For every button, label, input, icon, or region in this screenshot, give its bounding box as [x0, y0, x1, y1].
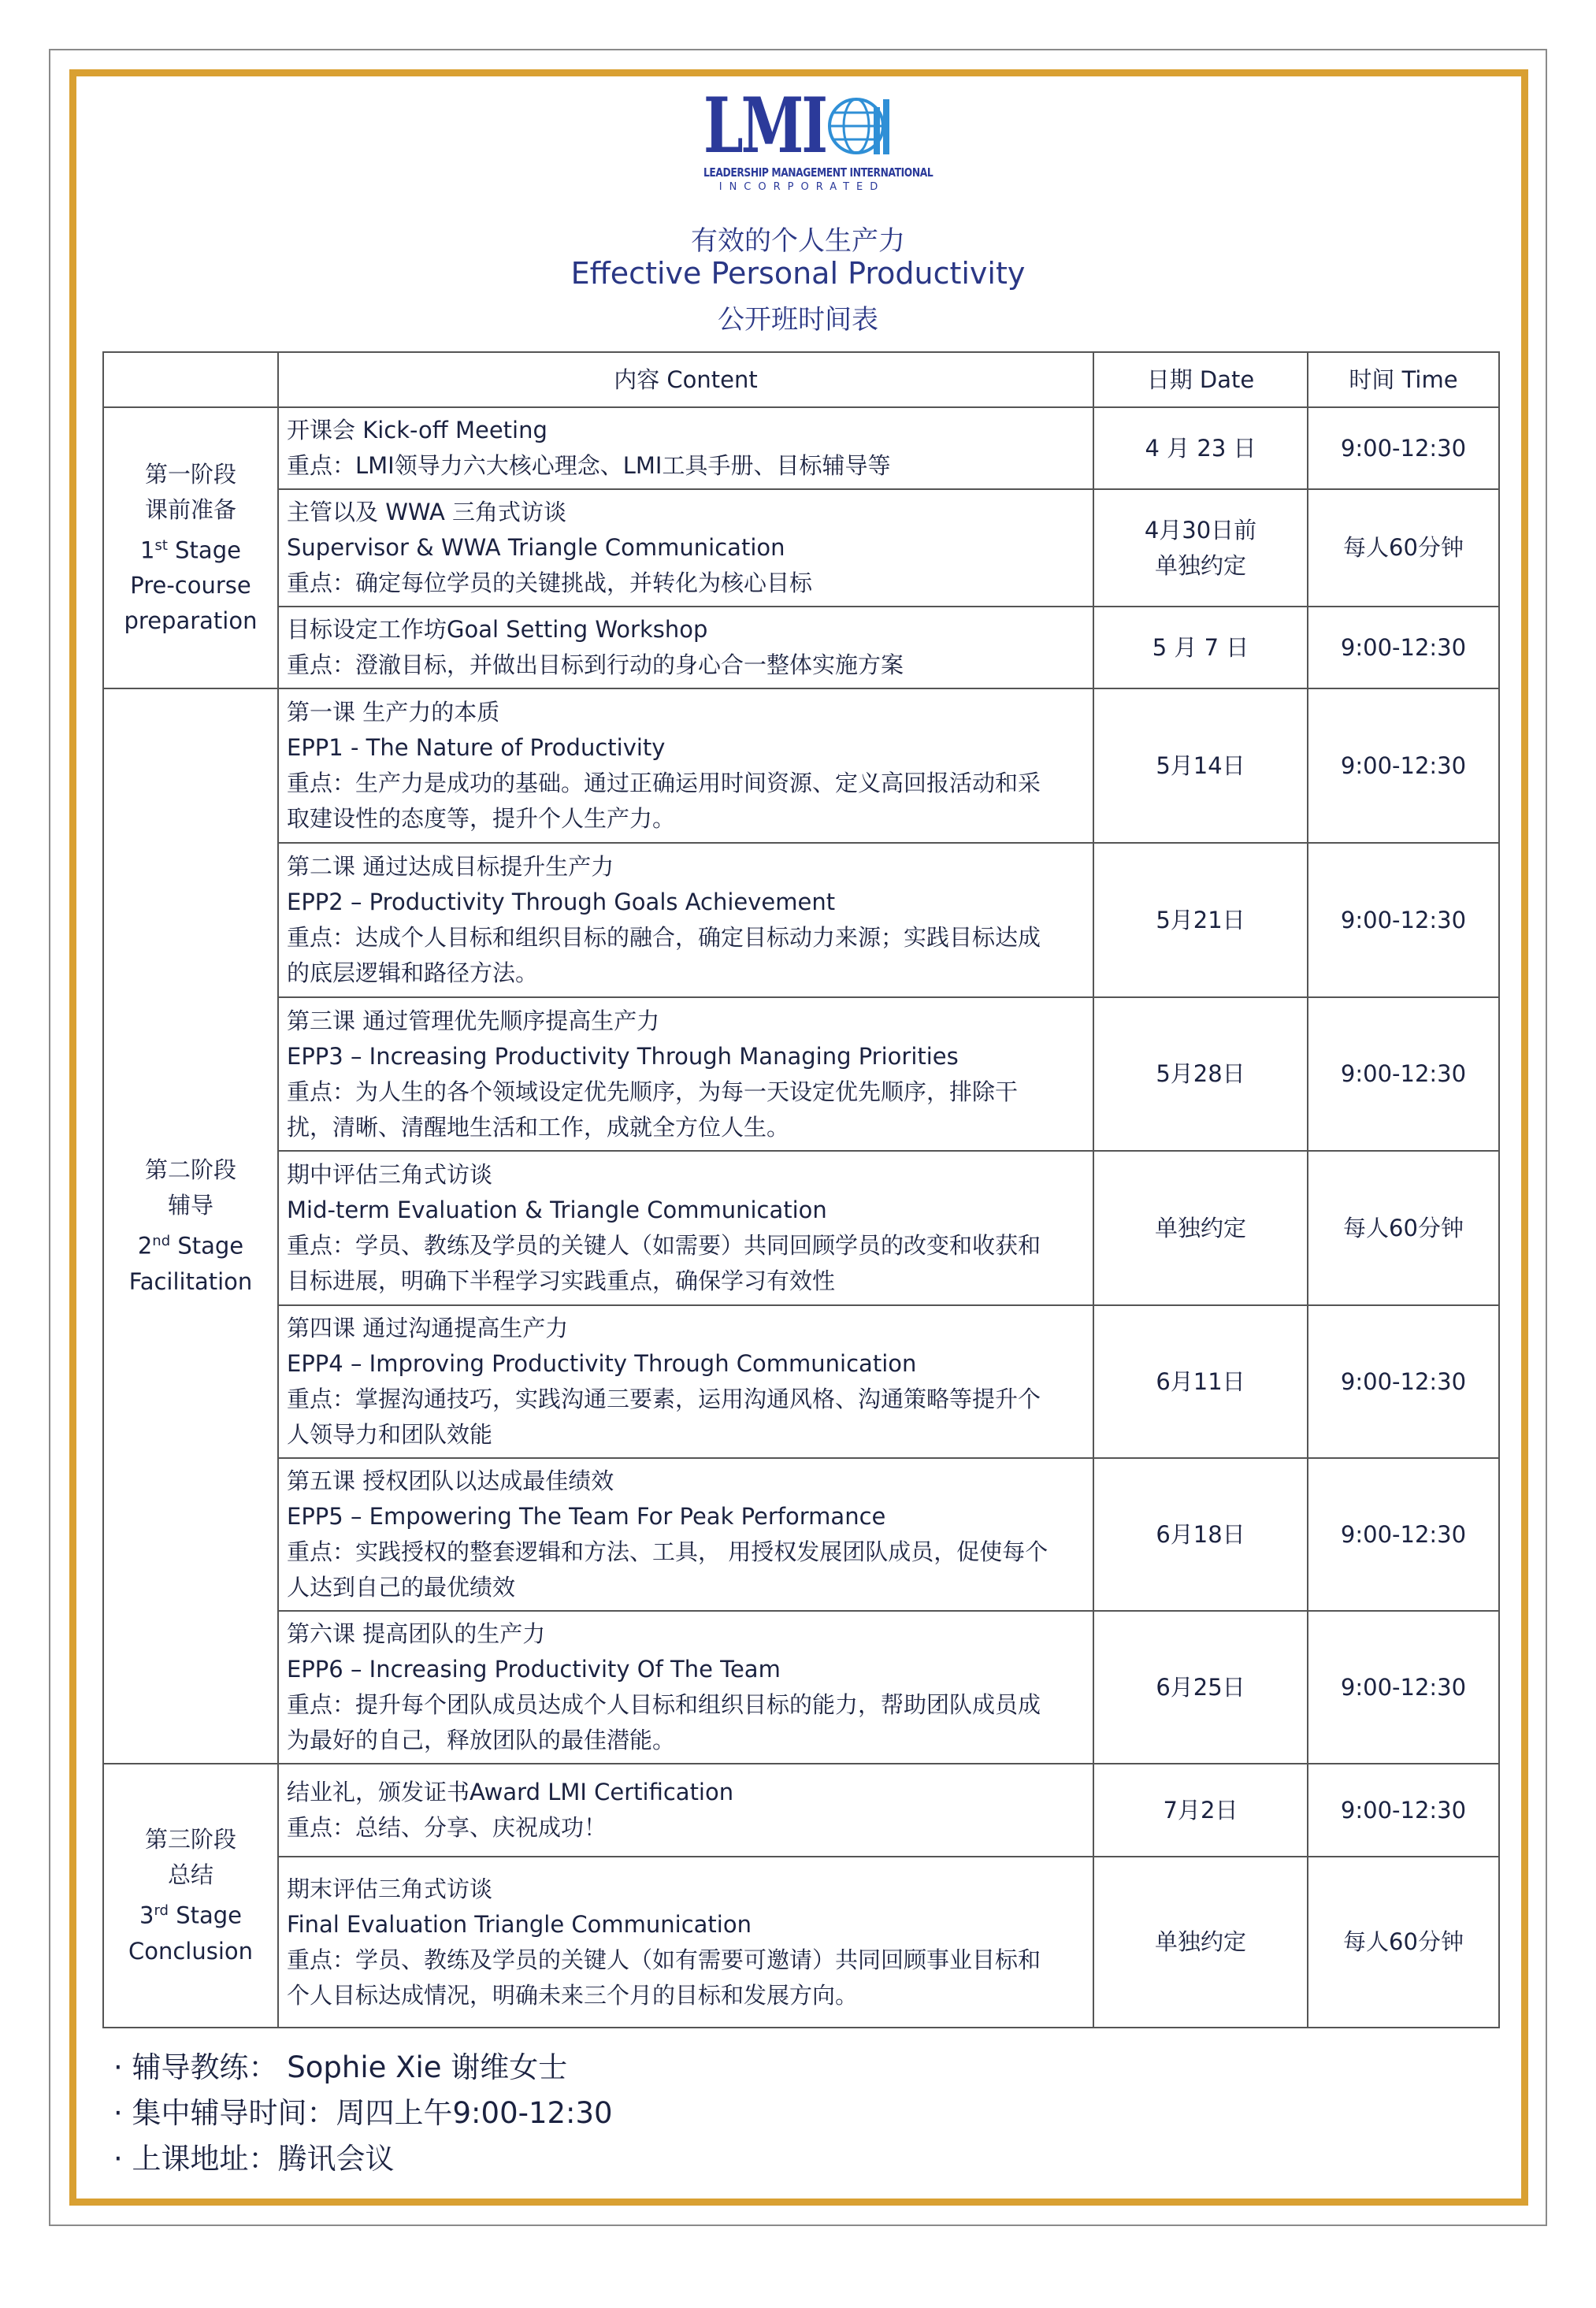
- schedule-table: [102, 351, 1500, 2028]
- session-focus: 重点：澄澈目标，并做出目标到行动的身心合一整体实施方案: [287, 651, 904, 678]
- time-cell: 9:00-12:30: [1308, 1458, 1499, 1611]
- stage-sub: 总结: [167, 1861, 213, 1889]
- logo-letters: LMI: [703, 81, 826, 170]
- time-cell: 9:00-12:30: [1308, 843, 1499, 997]
- lmi-logo: [703, 81, 933, 197]
- content-cell: 期末评估三角式访谈 Final Evaluation Triangle Communication 重点：学员、教练及学员的关键人（如有需要可邀请）共同回顾事业目标和 个人目标达成情况，明确未来三个月的目标和发展方向。: [278, 1857, 1093, 2028]
- date-cell: 5 月 7 日: [1093, 607, 1308, 688]
- header-stage: [103, 352, 278, 407]
- table-header-row: [103, 352, 1499, 407]
- date-cell: 4 月 23 日: [1093, 407, 1308, 489]
- header-content: 内容 Content: [278, 352, 1093, 407]
- header-date: 日期 Date: [1093, 352, 1308, 407]
- content-cell: 期中评估三角式访谈 Mid-term Evaluation & Triangle Communication 重点：学员、教练及学员的关键人（如需要）共同回顾学员的改变和收获和 目标进展，明确下半程学习实践重点，确保学习有效性: [278, 1151, 1093, 1305]
- stage-label: 第一阶段: [144, 460, 236, 488]
- date-cell: 单独约定: [1093, 1857, 1308, 2028]
- stage-english: Conclusion: [128, 1937, 254, 1965]
- date-cell: 7月2日: [1093, 1764, 1308, 1857]
- logo-company-name: LEADERSHIP MANAGEMENT INTERNATIONAL: [703, 165, 933, 180]
- stage-number: 2nd Stage: [137, 1232, 244, 1260]
- table-row: [103, 1857, 1499, 2028]
- date-cell: 4月30日前 单独约定: [1093, 489, 1308, 607]
- content-cell: 第二课 通过达成目标提升生产力 EPP2 – Productivity Through Goals Achievement 重点：达成个人目标和组织目标的融合，确定目标动力来源；实践目标达成 的底层逻辑和路径方法。: [278, 843, 1093, 997]
- date-cell: 5月21日: [1093, 843, 1308, 997]
- table-row: [103, 843, 1499, 997]
- session-title: 主管以及 WWA 三角式访谈: [287, 499, 567, 525]
- time-cell: 9:00-12:30: [1308, 1611, 1499, 1764]
- stage-english: Pre-course: [130, 572, 251, 599]
- footer-location: · 上课地址：腾讯会议: [113, 2142, 395, 2176]
- content-cell: 第五课 授权团队以达成最佳绩效 EPP5 – Empowering The Team For Peak Performance 重点：实践授权的整套逻辑和方法、工具， 用授权发展团队成员，促使每个 人达到自己的最优绩效: [278, 1458, 1093, 1611]
- time-cell: 9:00-12:30: [1308, 407, 1499, 489]
- content-cell: 第三课 通过管理优先顺序提高生产力 EPP3 – Increasing Productivity Through Managing Priorities 重点：为人生的各个领域设定优先顺序，为每一天设定优先顺序，排除干 扰，清晰、清醒地生活和工作，成就全方位人生。: [278, 997, 1093, 1151]
- date-cell: 6月25日: [1093, 1611, 1308, 1764]
- time-cell: 每人60分钟: [1308, 1857, 1499, 2028]
- time-cell: 9:00-12:30: [1308, 688, 1499, 843]
- stage-number: 3rd Stage: [139, 1902, 242, 1929]
- table-row: [103, 1764, 1499, 1857]
- stage-number: 1st Stage: [140, 536, 241, 564]
- session-title-en: Supervisor & WWA Triangle Communication: [287, 534, 785, 561]
- stage-sub: 课前准备: [144, 495, 236, 523]
- date-cell: 6月18日: [1093, 1458, 1308, 1611]
- time-cell: 每人60分钟: [1308, 1151, 1499, 1305]
- stage-sub: 辅导: [167, 1192, 213, 1219]
- table-row: [103, 607, 1499, 688]
- footer-coach: · 辅导教练： Sophie Xie 谢维女士: [113, 2050, 568, 2084]
- stage-english: Facilitation: [128, 1267, 253, 1295]
- content-cell: [278, 489, 1093, 607]
- content-cell: 第六课 提高团队的生产力 EPP6 – Increasing Productivity Of The Team 重点：提升每个团队成员达成个人目标和组织目标的能力，帮助团队成员成 为最好的自己，释放团队的最佳潜能。: [278, 1611, 1093, 1764]
- stage-3-cell: [103, 1764, 278, 2028]
- schedule-subtitle: 公开班时间表: [718, 304, 878, 336]
- time-cell: 每人60分钟: [1308, 489, 1499, 607]
- date-cell: 单独约定: [1093, 1151, 1308, 1305]
- table-row: [103, 1151, 1499, 1305]
- table-row: [103, 688, 1499, 843]
- table-row: [103, 997, 1499, 1151]
- globe-icon: [826, 91, 896, 161]
- content-cell: 结业礼，颁发证书Award LMI Certification 重点：总结、分享、庆祝成功！: [278, 1764, 1093, 1857]
- stage-label: 第二阶段: [144, 1156, 236, 1184]
- table-row: [103, 1305, 1499, 1458]
- session-focus: 重点：确定每位学员的关键挑战，并转化为核心目标: [287, 570, 813, 596]
- content-cell: 第四课 通过沟通提高生产力 EPP4 – Improving Productivity Through Communication 重点：掌握沟通技巧，实践沟通三要素，运用沟通风格、沟通策略等提升个 人领导力和团队效能: [278, 1305, 1093, 1458]
- title-english: Effective Personal Productivity: [570, 256, 1026, 291]
- table-row: [103, 1458, 1499, 1611]
- session-focus: 重点：LMI领导力六大核心理念、LMI工具手册、目标辅导等: [287, 452, 891, 479]
- footer-schedule: · 集中辅导时间：周四上午9:00-12:30: [113, 2096, 613, 2130]
- stage-english-2: preparation: [124, 607, 258, 635]
- date-cell: 6月11日: [1093, 1305, 1308, 1458]
- logo-incorporated: INCORPORATED: [718, 181, 885, 193]
- date-cell: 5月28日: [1093, 997, 1308, 1151]
- title-chinese: 有效的个人生产力: [691, 225, 905, 257]
- content-cell: [278, 607, 1093, 688]
- content-cell: [278, 407, 1093, 489]
- stage-1-cell: [103, 407, 278, 688]
- session-title: 目标设定工作坊Goal Setting Workshop: [287, 616, 708, 643]
- header-time: 时间 Time: [1308, 352, 1499, 407]
- date-cell: 5月14日: [1093, 688, 1308, 843]
- table-row: [103, 407, 1499, 489]
- time-cell: 9:00-12:30: [1308, 1764, 1499, 1857]
- table-row: [103, 489, 1499, 607]
- time-cell: 9:00-12:30: [1308, 607, 1499, 688]
- content-cell: 第一课 生产力的本质 EPP1 - The Nature of Productivity 重点：生产力是成功的基础。通过正确运用时间资源、定义高回报活动和采 取建设性的态度等，提升个人生产力。: [278, 688, 1093, 843]
- time-cell: 9:00-12:30: [1308, 997, 1499, 1151]
- time-cell: 9:00-12:30: [1308, 1305, 1499, 1458]
- stage-2-cell: [103, 688, 278, 1764]
- session-title: 开课会 Kick-off Meeting: [287, 417, 547, 443]
- table-row: [103, 1611, 1499, 1764]
- stage-label: 第三阶段: [144, 1826, 236, 1853]
